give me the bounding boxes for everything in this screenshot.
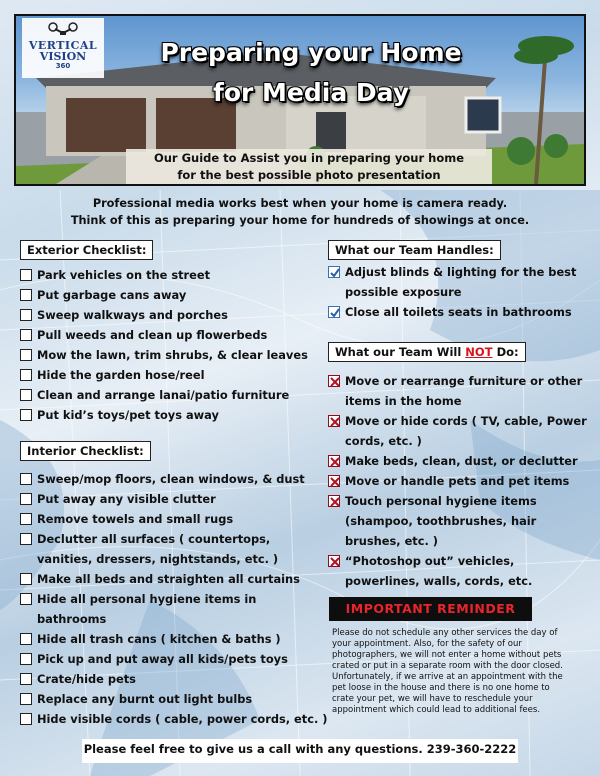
intro-text	[0, 195, 600, 229]
important-reminder-banner: IMPORTANT REMINDER	[329, 597, 532, 621]
interior-item-8: Pick up and put away all kids/pets toys	[37, 652, 288, 666]
interior-checklist-header: Interior Checklist:	[20, 441, 151, 461]
checkmark-icon	[329, 267, 341, 279]
team-not-checkbox-5[interactable]	[328, 495, 340, 507]
team-not-item-5-line3: brushes, etc. )	[345, 534, 438, 548]
reminder-line-8: appointment which could lead to additional fees.	[332, 705, 541, 715]
team-not-item-6-line2: powerlines, walls, cords, etc.	[345, 574, 533, 588]
footer-contact: Please feel free to give us a call with any questions. 239-360-2222	[82, 739, 518, 763]
interior-item-3: Remove towels and small rugs	[37, 512, 234, 526]
interior-checkbox-7[interactable]	[20, 633, 32, 645]
exterior-item-5: Mow the lawn, trim shrubs, & clear leaves	[37, 348, 308, 362]
reminder-line-3: photographers, we will not enter a home without pets	[332, 650, 562, 660]
team-not-item-4: Move or handle pets and pet items	[345, 474, 570, 488]
reminder-line-6: pet loose in the house and there is no one home to	[332, 683, 550, 693]
exterior-checkbox-1[interactable]	[20, 269, 32, 281]
x-mark-icon	[329, 416, 341, 428]
interior-item-1: Sweep/mop floors, clean windows, & dust	[37, 472, 305, 486]
x-mark-icon	[329, 496, 341, 508]
hero-banner	[14, 14, 586, 186]
interior-item-4: Declutter all surfaces ( countertops,	[37, 532, 271, 546]
reminder-line-4: crated or put in a separate room with the door closed.	[332, 661, 563, 671]
exterior-checkbox-4[interactable]	[20, 329, 32, 341]
interior-item-4-line2: vanities, dressers, nightstands, etc. )	[37, 552, 279, 566]
exterior-checkbox-5[interactable]	[20, 349, 32, 361]
team-not-item-5-line2: (shampoo, toothbrushes, hair	[345, 514, 537, 528]
team-not-checkbox-3[interactable]	[328, 455, 340, 467]
exterior-checkbox-3[interactable]	[20, 309, 32, 321]
interior-checkbox-6[interactable]	[20, 593, 32, 605]
page-title-line2: for Media Day	[212, 78, 410, 107]
team-handles-item-2: Close all toilets seats in bathrooms	[345, 305, 572, 319]
team-not-header	[328, 342, 526, 362]
interior-checkbox-9[interactable]	[20, 673, 32, 685]
drone-icon	[47, 22, 79, 38]
team-not-item-5: Touch personal hygiene items	[345, 494, 537, 508]
team-not-checkbox-2[interactable]	[328, 415, 340, 427]
interior-checkbox-2[interactable]	[20, 493, 32, 505]
intro-line1: Professional media works best when your home is camera ready.	[92, 197, 508, 210]
exterior-item-6: Hide the garden hose/reel	[37, 368, 205, 382]
exterior-item-8: Put kid’s toys/pet toys away	[37, 408, 219, 422]
subtitle-line1: Our Guide to Assist you in preparing your home	[153, 151, 465, 165]
interior-item-11: Hide visible cords ( cable, power cords, etc. )	[37, 712, 328, 726]
interior-item-7: Hide all trash cans ( kitchen & baths )	[37, 632, 281, 646]
team-not-emphasis: NOT	[465, 345, 493, 359]
x-mark-icon	[329, 556, 341, 568]
reminder-text	[332, 628, 592, 716]
page-title-line1: Preparing your Home	[160, 38, 462, 67]
team-handles-item-1: Adjust blinds & lighting for the best	[345, 265, 577, 279]
intro-line2: Think of this as preparing your home for hundreds of showings at once.	[70, 214, 530, 227]
interior-checkbox-11[interactable]	[20, 713, 32, 725]
team-not-checkbox-4[interactable]	[328, 475, 340, 487]
logo-line1: VERTICAL	[28, 39, 98, 52]
x-mark-icon	[329, 456, 341, 468]
reminder-line-7: crate your pet, we will have to reschedule your	[332, 694, 533, 704]
interior-item-9: Crate/hide pets	[37, 672, 136, 686]
interior-item-2: Put away any visible clutter	[37, 492, 216, 506]
reminder-line-1: Please do not schedule any other services the day of	[332, 628, 558, 638]
interior-checkbox-1[interactable]	[20, 473, 32, 485]
logo-line2: VISION	[39, 50, 87, 63]
team-not-item-3: Make beds, clean, dust, or declutter	[345, 454, 578, 468]
x-mark-icon	[329, 376, 341, 388]
team-not-title-post: Do:	[496, 345, 519, 359]
company-logo	[22, 18, 104, 78]
team-handles-item-1-line2: possible exposure	[345, 285, 462, 299]
exterior-checkbox-6[interactable]	[20, 369, 32, 381]
logo-line3: 360	[55, 62, 71, 70]
exterior-checkbox-2[interactable]	[20, 289, 32, 301]
interior-item-6: Hide all personal hygiene items in	[37, 592, 257, 606]
interior-checkbox-8[interactable]	[20, 653, 32, 665]
team-not-item-1: Move or rearrange furniture or other	[345, 374, 583, 388]
interior-checkbox-10[interactable]	[20, 693, 32, 705]
reminder-line-2: your appointment. Also, for the safety of our	[332, 639, 522, 649]
exterior-checkbox-7[interactable]	[20, 389, 32, 401]
team-not-checkbox-6[interactable]	[328, 555, 340, 567]
exterior-item-3: Sweep walkways and porches	[37, 308, 228, 322]
reminder-line-5: Unfortunately, if we arrive at an appointment with the	[332, 672, 563, 682]
team-handles-header: What our Team Handles:	[328, 240, 501, 260]
team-not-item-2: Move or hide cords ( TV, cable, Power	[345, 414, 587, 428]
team-handles-checkbox-1[interactable]	[328, 266, 340, 278]
team-not-item-1-line2: items in the home	[345, 394, 462, 408]
exterior-checkbox-8[interactable]	[20, 409, 32, 421]
exterior-item-1: Park vehicles on the street	[37, 268, 211, 282]
interior-checkbox-3[interactable]	[20, 513, 32, 525]
checkmark-icon	[329, 307, 341, 319]
exterior-item-7: Clean and arrange lanai/patio furniture	[37, 388, 290, 402]
team-not-item-6: “Photoshop out” vehicles,	[345, 554, 515, 568]
team-not-item-2-line2: cords, etc. )	[345, 434, 422, 448]
subtitle-box	[126, 149, 492, 186]
exterior-item-2: Put garbage cans away	[37, 288, 187, 302]
subtitle-line2: for the best possible photo presentation	[177, 168, 441, 182]
interior-item-10: Replace any burnt out light bulbs	[37, 692, 253, 706]
exterior-item-4: Pull weeds and clean up flowerbeds	[37, 328, 268, 342]
interior-checkbox-4[interactable]	[20, 533, 32, 545]
team-not-title-pre: What our Team Will	[335, 345, 462, 359]
interior-checkbox-5[interactable]	[20, 573, 32, 585]
interior-item-6-line2: bathrooms	[37, 612, 107, 626]
exterior-checklist-header: Exterior Checklist:	[20, 240, 153, 260]
x-mark-icon	[329, 476, 341, 488]
team-handles-checkbox-2[interactable]	[328, 306, 340, 318]
team-not-checkbox-1[interactable]	[328, 375, 340, 387]
interior-item-5: Make all beds and straighten all curtains	[37, 572, 300, 586]
